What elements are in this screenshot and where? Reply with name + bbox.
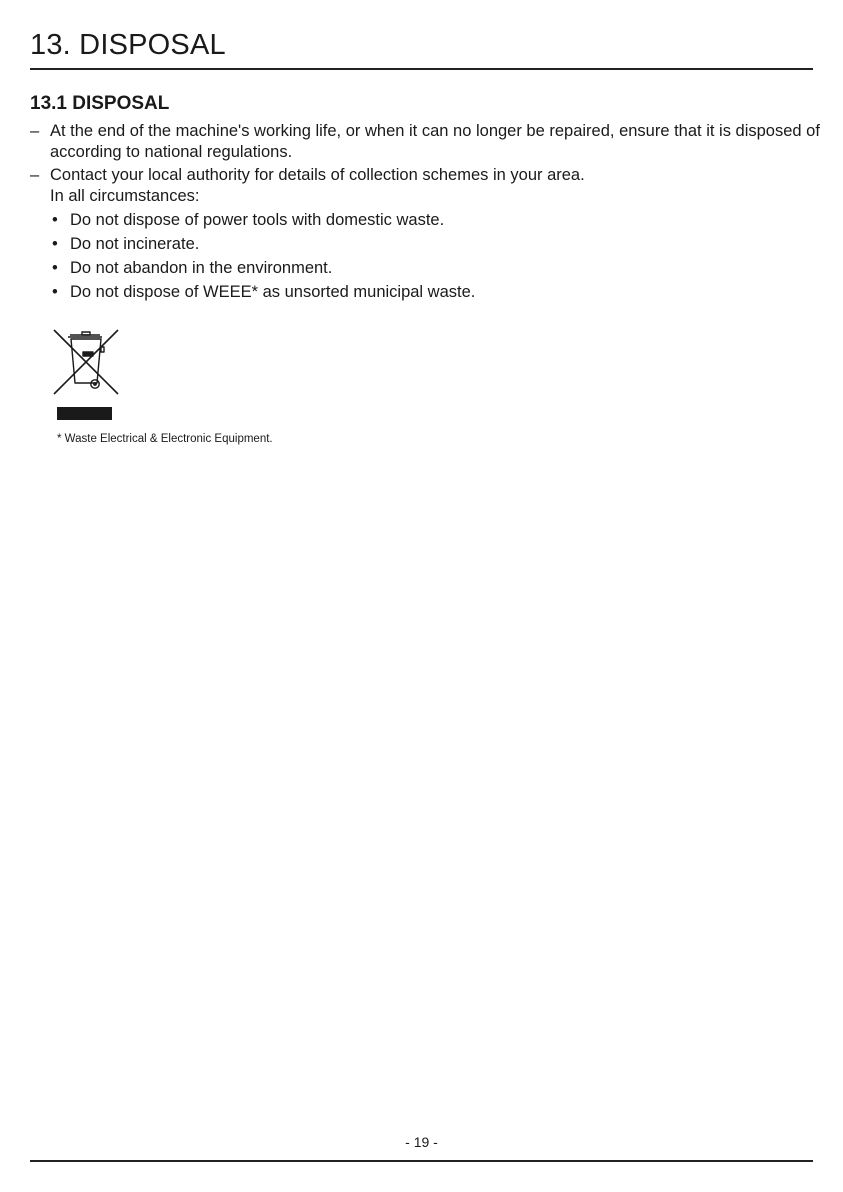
section-heading: 13.1 DISPOSAL: [30, 93, 170, 114]
list-item-text: Contact your local authority for details of collection schemes in your area.: [50, 166, 585, 184]
bullet-text: Do not dispose of WEEE* as unsorted municipal waste.: [70, 283, 476, 301]
title-divider: [30, 68, 813, 70]
crossed-out-wheelie-bin-icon: [52, 328, 120, 396]
section-body: [30, 121, 820, 303]
footer-divider: [30, 1160, 813, 1162]
footnote: * Waste Electrical & Electronic Equipment.: [57, 433, 273, 445]
list-item-text: At the end of the machine's working life, or when it can no longer be repaired, ensure that it is disposed of according to national regulations.: [50, 122, 820, 161]
bullet-item: [30, 258, 820, 279]
page-title: 13. DISPOSAL: [30, 29, 226, 61]
bullet-text: Do not incinerate.: [70, 235, 200, 253]
bullet-item: [30, 234, 820, 255]
bullet-marker: •: [52, 235, 58, 253]
dash-marker: –: [30, 166, 40, 184]
bullet-item: [30, 282, 820, 303]
bullet-text: Do not dispose of power tools with domestic waste.: [70, 211, 445, 229]
dash-marker: –: [30, 122, 40, 140]
list-item: [30, 121, 820, 163]
intro-line: In all circumstances:: [50, 187, 200, 205]
bullet-item: [30, 210, 820, 231]
bullet-marker: •: [52, 283, 58, 301]
list-item: [30, 165, 820, 186]
weee-solid-bar: [57, 407, 112, 420]
page-number: - 19 -: [405, 1134, 438, 1150]
bullet-text: Do not abandon in the environment.: [70, 259, 333, 277]
bullet-marker: •: [52, 211, 58, 229]
bullet-marker: •: [52, 259, 58, 277]
